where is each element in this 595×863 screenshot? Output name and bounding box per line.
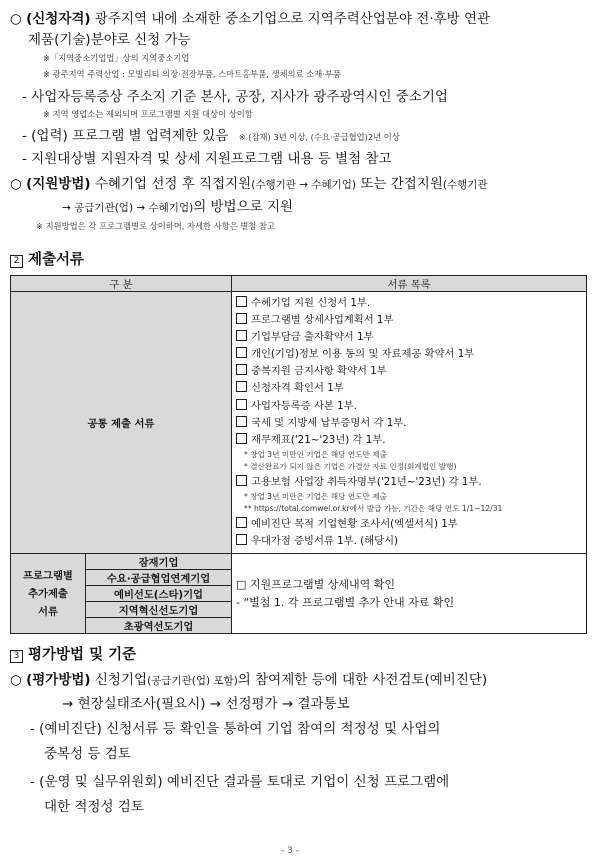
eval-dash-1b: 중복성 등 검토 xyxy=(44,746,131,762)
program-type: 예비선도(스타)기업 xyxy=(86,586,232,602)
method-text: 수혜기업 선정 후 직접지원 xyxy=(90,176,252,192)
checkbox-icon xyxy=(236,517,247,528)
checkbox-icon xyxy=(236,313,247,324)
checkbox-icon xyxy=(236,330,247,341)
section-3-heading xyxy=(10,643,136,664)
method-heading: (지원방법) xyxy=(26,176,91,192)
checkbox-icon xyxy=(236,475,247,486)
eval-line-2: → 현장실태조사(필요시) → 선정평가 → 결과통보 xyxy=(62,696,350,712)
program-row xyxy=(11,554,587,570)
checkbox-icon xyxy=(236,347,247,358)
qualification-line-2: 제품(기술)분야로 신청 가능 xyxy=(28,32,191,48)
qualification-dash-2 xyxy=(22,124,400,144)
list-subnote: * 창업 3년 미만은 기업은 해당 연도만 제출 xyxy=(244,491,387,501)
header-documents: 서류 목록 xyxy=(232,276,587,292)
checkbox-icon xyxy=(236,534,247,545)
list-item: 우대가점 증빙서류 1부. (해당시) xyxy=(236,533,586,550)
qualification-heading: (신청자격) xyxy=(26,11,91,27)
page-number: - 3 - xyxy=(281,846,299,856)
method-direct: (수행기관 → 수혜기업) xyxy=(251,179,357,191)
bullet: ○ xyxy=(10,11,22,27)
eval-dash-1a: - (예비진단) 신청서류 등 확인을 통하여 기업 참여의 적정성 및 사업의 xyxy=(30,721,441,737)
list-item: 재무제표('21~'23년) 각 1부. xyxy=(236,432,586,449)
section-2-heading xyxy=(10,248,84,269)
note-key-industries: ※ 광주지역 주력산업 : 모빌리티 의장·전장부품, 스마트홈부품, 생체의료 소재·부품 xyxy=(43,69,341,79)
documents-table xyxy=(10,275,587,634)
program-docs-list xyxy=(232,554,587,634)
qualification-text: 광주지역 내에 소재한 중소기업으로 지역주력산업분야 전·후방 연관 xyxy=(90,11,491,27)
common-docs-label: 공통 제출 서류 xyxy=(11,292,232,554)
header-category: 구 분 xyxy=(11,276,232,292)
method-text-3: 의 방법으로 지원 xyxy=(193,199,294,215)
bullet: ○ xyxy=(10,176,22,192)
list-item: 수혜기업 지원 신청서 1부. xyxy=(236,295,586,312)
program-type: 잠재기업 xyxy=(86,554,232,570)
checkbox-icon xyxy=(236,433,247,444)
section-number-box: 3 xyxy=(10,650,23,663)
list-item: 고용보험 사업장 취득자명부('21년~'23년) 각 1부. xyxy=(236,474,586,491)
qualification-line-1 xyxy=(10,7,490,27)
method-note: ※ 지원방법은 각 프로그램별로 상이하며, 자세한 사항은 별첨 참고 xyxy=(36,221,276,231)
qualification-dash-3: - 지원대상별 지원자격 및 상세 지원프로그램 내용 등 별첨 참고 xyxy=(22,151,392,167)
program-docs-label: 프로그램별 추가제출 서류 xyxy=(11,554,86,634)
method-line-2 xyxy=(62,195,293,215)
list-subnote: ** https://total.comwel.or.kr에서 발급 가능, 기간은 해당 연도 1/1~12/31 xyxy=(244,504,503,514)
list-item: 개인(기업)정보 이용 동의 및 자료제공 확약서 1부 xyxy=(236,346,586,363)
method-line-1 xyxy=(10,172,488,192)
checkbox-icon xyxy=(236,364,247,375)
list-item: 예비진단 목적 기업현황 조사서(엑셀서식) 1부 xyxy=(236,516,586,533)
bullet: ○ xyxy=(10,672,22,688)
list-subnote: * 결산완료가 되지 않은 기업은 가결산 자료 인정(회계법인 발행) xyxy=(244,462,457,472)
eval-heading: (평가방법) xyxy=(26,672,91,688)
eval-dash-2a: - (운영 및 실무위원회) 예비진단 결과를 토대로 기업이 신청 프로그램에 xyxy=(30,774,450,790)
program-item: - “별첨 1. 각 프로그램별 추가 안내 자료 확인 xyxy=(236,595,455,609)
program-type: 수요·공급협업연계기업 xyxy=(86,570,232,586)
eval-dash-2b: 대한 적정성 검토 xyxy=(44,799,144,815)
note-branch-excluded: ※ 지역 영업소는 제외되며 프로그램별 지원 대상이 상이함 xyxy=(43,109,253,119)
note-regional-sme: ※「지역중소기업법」상의 지역중소기업 xyxy=(43,53,190,63)
checkbox-icon xyxy=(236,381,247,392)
qualification-dash-1: - 사업자등록증상 주소지 기준 본사, 공장, 지사가 광주광역시인 중소기업 xyxy=(22,89,448,105)
program-type: 지역혁신선도기업 xyxy=(86,602,232,618)
common-docs-row xyxy=(11,292,587,554)
list-item: 프로그램별 상세사업계획서 1부 xyxy=(236,312,586,329)
list-item: 사업자등록증 사본 1부. xyxy=(236,398,586,415)
method-indirect: (수행기관 xyxy=(442,179,488,191)
section-number-box: 2 xyxy=(10,255,23,268)
list-item: 중복지원 금지사항 확약서 1부 xyxy=(236,363,586,380)
list-item: 기업부담금 출자확약서 1부 xyxy=(236,329,586,346)
business-age-text: - (업력) 프로그램 별 업력제한 있음 xyxy=(22,128,229,144)
checkbox-icon xyxy=(236,399,247,410)
list-item: 국세 및 지방세 납부증명서 각 1부. xyxy=(236,415,586,432)
program-type: 초광역선도기업 xyxy=(86,618,232,634)
eval-text: 신청기업 xyxy=(90,672,148,688)
checkbox-icon xyxy=(236,296,247,307)
method-chain: → 공급기관(업) → 수혜기업) xyxy=(62,202,194,214)
section-title: 제출서류 xyxy=(28,252,85,268)
list-item: 신청자격 확인서 1부 xyxy=(236,380,586,397)
program-item: □ 지원프로그램별 상세내역 확인 xyxy=(236,577,396,591)
table-header-row xyxy=(11,276,587,292)
eval-supplier: (공급기관(업) 포함) xyxy=(147,675,238,687)
business-age-note: ※ (잠재) 3년 이상, (수요·공급협업)2년 이상 xyxy=(238,132,400,142)
section-title: 평가방법 및 기준 xyxy=(28,647,137,663)
eval-text-2: 의 참여제한 등에 대한 사전검토(예비진단) xyxy=(237,672,488,688)
list-subnote: * 창업 3년 미만인 기업은 해당 연도만 제출 xyxy=(244,449,387,459)
method-text-2: 또는 간접지원 xyxy=(356,176,443,192)
common-docs-list xyxy=(232,292,587,554)
eval-line-1 xyxy=(10,668,487,688)
checkbox-icon xyxy=(236,416,247,427)
